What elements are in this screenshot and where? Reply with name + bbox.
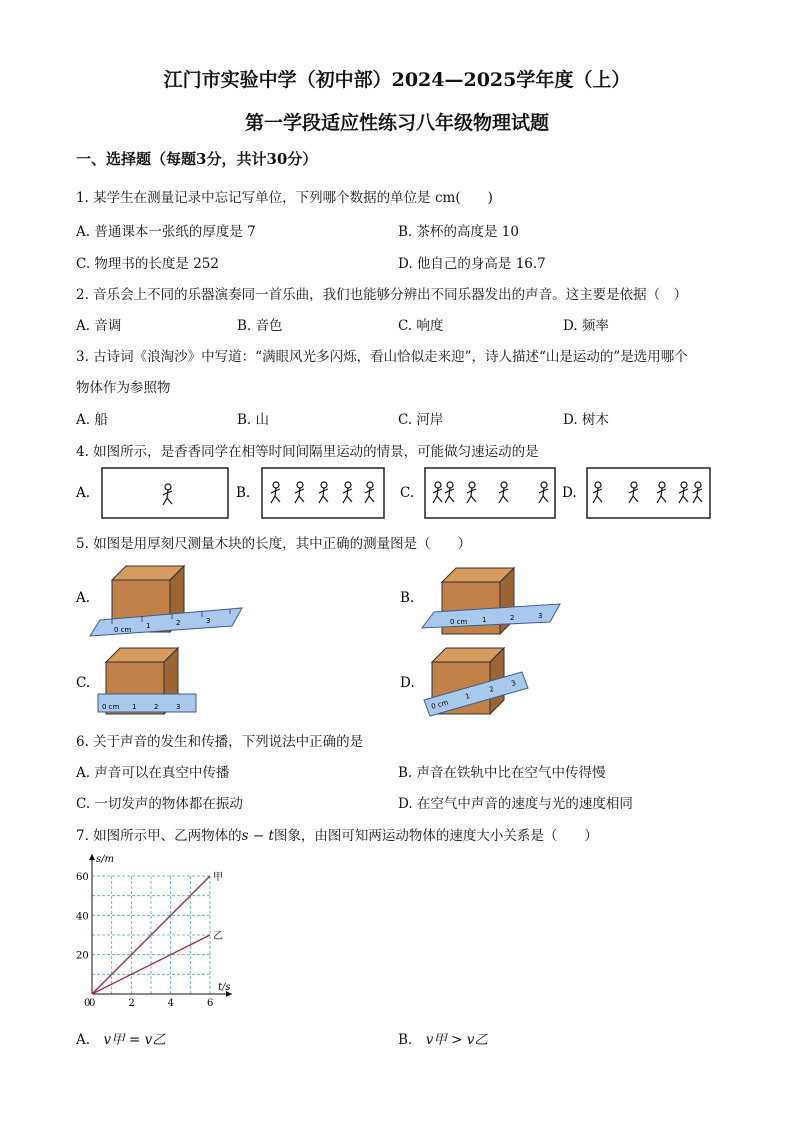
- svg-text:1: 1: [482, 616, 487, 624]
- question-3-stem-line1: 3. 古诗词《浪淘沙》中写道：“满眼风光多闪烁，看山恰似走来迎”，诗人描述“山是运动的”是选用哪个: [76, 349, 688, 365]
- svg-text:3: 3: [510, 679, 517, 688]
- svg-text:2: 2: [176, 619, 181, 627]
- svg-text:3: 3: [206, 617, 211, 625]
- q2-option-a: A. 音调: [76, 318, 122, 334]
- q2-option-c: C. 响度: [398, 318, 444, 334]
- svg-text:0 cm: 0 cm: [450, 618, 468, 626]
- y-axis-label: s/m: [96, 854, 114, 865]
- svg-text:2: 2: [488, 685, 495, 694]
- q1-option-a: A. 普通课本一张纸的厚度是 7: [76, 224, 256, 240]
- x-tick-label: 2: [128, 998, 135, 1008]
- q4-box-a: [102, 468, 228, 518]
- y-tick-label: 60: [76, 872, 89, 883]
- question-7-stem: 7. 如图所示甲、乙两物体的s − t图象，由图可知两运动物体的速度大小关系是（ ）: [76, 828, 598, 844]
- q5-label-b: B.: [400, 590, 415, 606]
- q3-option-b: B. 山: [237, 412, 270, 428]
- question-4-stem: 4. 如图所示，是香香同学在相等时间间隔里运动的情景，可能做匀速运动的是: [76, 444, 539, 460]
- exam-title-line1: 江门市实验中学（初中部）2024—2025学年度（上）: [163, 69, 631, 91]
- q6-option-a: A. 声音可以在真空中传播: [76, 765, 230, 781]
- origin-label: 0: [84, 998, 91, 1008]
- q4-label-c: C.: [400, 485, 415, 501]
- q3-option-c: C. 河岸: [398, 412, 444, 428]
- q5-label-a: A.: [76, 590, 91, 606]
- q4-box-d: [587, 468, 710, 518]
- question-2-stem: 2. 音乐会上不同的乐器演奏同一首乐曲，我们也能够分辨出不同乐器发出的声音。这主要是依据（ ）: [76, 287, 688, 303]
- q1-option-c: C. 物理书的长度是 252: [76, 256, 219, 272]
- x-axis-label: t/s: [218, 982, 231, 993]
- q1-option-b: B. 茶杯的高度是 10: [398, 224, 519, 240]
- q4-label-d: D.: [562, 485, 577, 501]
- q6-option-c: C. 一切发声的物体都在振动: [76, 796, 243, 812]
- question-6-stem: 6. 关于声音的发生和传播，下列说法中正确的是: [76, 734, 364, 750]
- q4-figures: [70, 460, 720, 526]
- svg-text:2: 2: [154, 703, 159, 711]
- section-heading: 一、选择题（每题3分，共计30分）: [76, 150, 318, 168]
- svg-text:2: 2: [510, 614, 515, 622]
- series-label-2: 乙: [213, 931, 223, 942]
- q3-option-a: A. 船: [76, 412, 108, 428]
- q5-label-c: C.: [76, 675, 91, 691]
- svg-text:3: 3: [176, 703, 181, 711]
- q7-option-a: A. v甲 = v乙: [76, 1032, 166, 1048]
- y-tick-label: 20: [76, 950, 89, 962]
- svg-text:0 cm: 0 cm: [114, 626, 132, 634]
- q3-option-d: D. 树木: [563, 412, 609, 428]
- question-5-stem: 5. 如图是用厚刻尺测量木块的长度，其中正确的测量图是（ ）: [76, 536, 472, 552]
- q6-option-d: D. 在空气中声音的速度与光的速度相同: [398, 796, 633, 812]
- q4-box-c: [425, 468, 555, 518]
- q4-label-b: B.: [236, 485, 251, 501]
- svg-text:1: 1: [132, 703, 137, 711]
- exam-title-line2: 第一学段适应性练习八年级物理试题: [244, 112, 549, 134]
- question-3-stem-line2: 物体作为参照物: [76, 380, 171, 396]
- question-1-stem: 1. 某学生在测量记录中忘记写单位，下列哪个数据的单位是 cm( ): [76, 190, 493, 206]
- x-tick-label: 0: [89, 998, 96, 1008]
- q6-option-b: B. 声音在铁轨中比在空气中传得慢: [398, 765, 606, 781]
- q2-option-b: B. 音色: [237, 318, 283, 334]
- svg-text:0 cm: 0 cm: [430, 698, 450, 711]
- svg-text:1: 1: [464, 692, 471, 701]
- q5-figures: [70, 556, 570, 726]
- x-tick-label: 6: [207, 998, 214, 1008]
- x-tick-label: 4: [167, 998, 175, 1008]
- y-axis-arrow-icon: [89, 854, 95, 860]
- series-label-1: 甲: [213, 872, 223, 883]
- q4-label-a: A.: [76, 485, 91, 501]
- svg-text:1: 1: [146, 622, 151, 630]
- q5-label-d: D.: [400, 675, 415, 691]
- y-tick-label: 40: [76, 911, 89, 923]
- st-chart: [70, 848, 260, 1008]
- svg-text:0 cm: 0 cm: [102, 703, 120, 711]
- q2-option-d: D. 频率: [563, 318, 609, 334]
- q5-c-ruler: [98, 694, 196, 712]
- q7-option-b: B. v甲 > v乙: [398, 1032, 488, 1048]
- q1-option-d: D. 他自己的身高是 16.7: [398, 256, 546, 272]
- svg-text:3: 3: [538, 612, 543, 620]
